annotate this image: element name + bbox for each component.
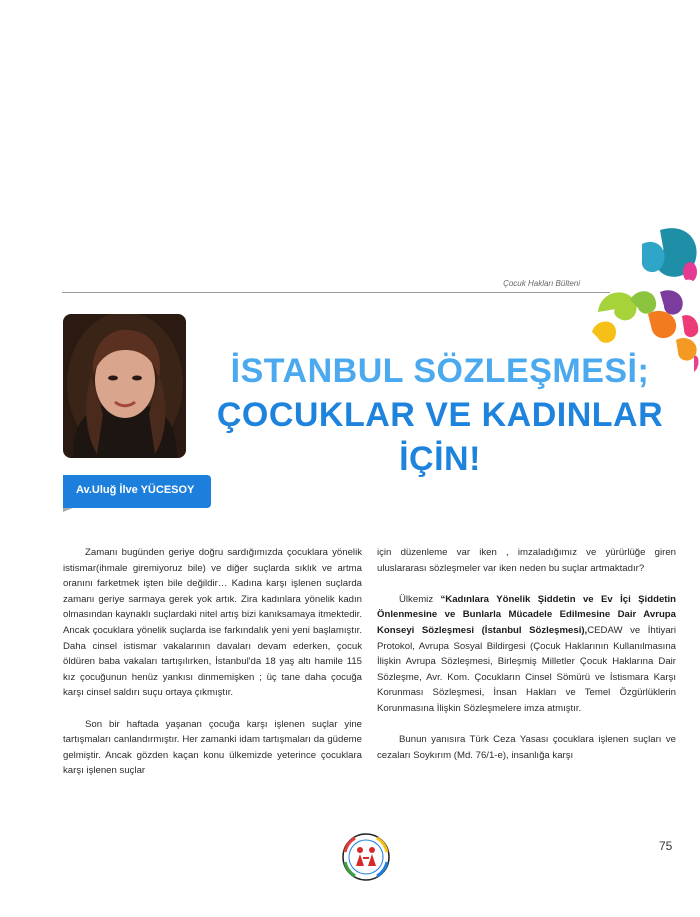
article-column-left (63, 545, 362, 795)
author-name: Av.Uluğ İlve YÜCESOY (76, 484, 195, 496)
association-logo-icon (341, 832, 391, 882)
bulletin-header-label: Çocuk Hakları Bülteni (503, 279, 580, 288)
right-paragraph-2-lead: Ülkemiz (399, 593, 441, 605)
title-line-3: İÇİN! (399, 440, 481, 478)
right-paragraph-2-rest: CEDAW ve İhtiyari Protokol, Avrupa Sosyal Bildirgesi (Çocuk Haklarının Kullanılmasına İlişkin Avrupa Sözleşmesi, Birleşmiş Milletler Çocuk Haklarına Dair Sözleşme, Avr. Kom. Çocukların Cinsel Sömürü ve İstismara Karşı Korunması Sözleşmesi, İnsan Hakları ve Temel Özgürlüklerin Korunmasına İlişkin Sözleşmelere imza atmıştır. (377, 624, 677, 714)
author-name-banner (63, 475, 211, 512)
title-line-1: İSTANBUL SÖZLEŞMESİ; (230, 352, 650, 390)
title-line-2: ÇOCUKLAR VE KADINLAR (216, 396, 664, 434)
left-paragraph-2: Son bir haftada yaşanan çocuğa karşı işlenen suçlar yine tartışmaları canlandırmıştır. Her zamanki idam tartışmaları da güdeme gelmiştir. Ancak gözden kaçan konu ülkemizde yeterince çocuklara karşı işlenen suçlar (63, 718, 362, 777)
convention-name-bold: “Kadınlara Yönelik Şiddetin ve Ev İçi Şiddetin Önlenmesine ve Bunlarla Mücadele Edilmesine Dair Avrupa Konseyi Sözleşmesi (İstanbul Sözleşmesi), (377, 593, 676, 636)
left-paragraph-1: Zamanı bugünden geriye doğru sardığımızda çocuklara yönelik istismar(ihmale giremiyoruz bile) ve diğer suçlarda sıklık ve artma oranını farketmek işten bile değildir… Kadına karşı işlenen suçlarda zamanı geriye sarmaya gerek yok artık. Zira kadınlara yönelik kadın olmasından kaynaklı suçlardaki nitel artış bizi kanıksamaya itmektedir. Ancak çocuklara yönelik suçlarda ise farkındalık yeni yeni başlamıştır. Daha cinsel istismar vakalarının davaları devam ederken, çocuk öldüren baba vakaları tartışılırken, İstanbul'da 18 yaş altı hamile 115 kız çocuğunun henüz yankısı dinmemişken ; üç tane daha çocuğa karşı cinsel saldırı suçu ortaya çıkmıştır. (63, 547, 362, 699)
right-paragraph-1: için düzenleme var iken , imzaladığımız ve yürürlüğe giren uluslararası sözleşmeler var iken neden bu suçlar artmaktadır? (377, 547, 676, 574)
page-number: 75 (659, 839, 673, 853)
right-paragraph-3: Bunun yanısıra Türk Ceza Yasası çocuklara işlenen suçları ve cezaları Soykırım (Md. 76/1-e), insanlığa karşı (377, 734, 676, 761)
right-paragraph-2 (377, 592, 676, 717)
article-column-right (377, 545, 676, 779)
article-title (215, 349, 665, 481)
author-photo (63, 314, 186, 458)
header-divider (62, 292, 610, 293)
